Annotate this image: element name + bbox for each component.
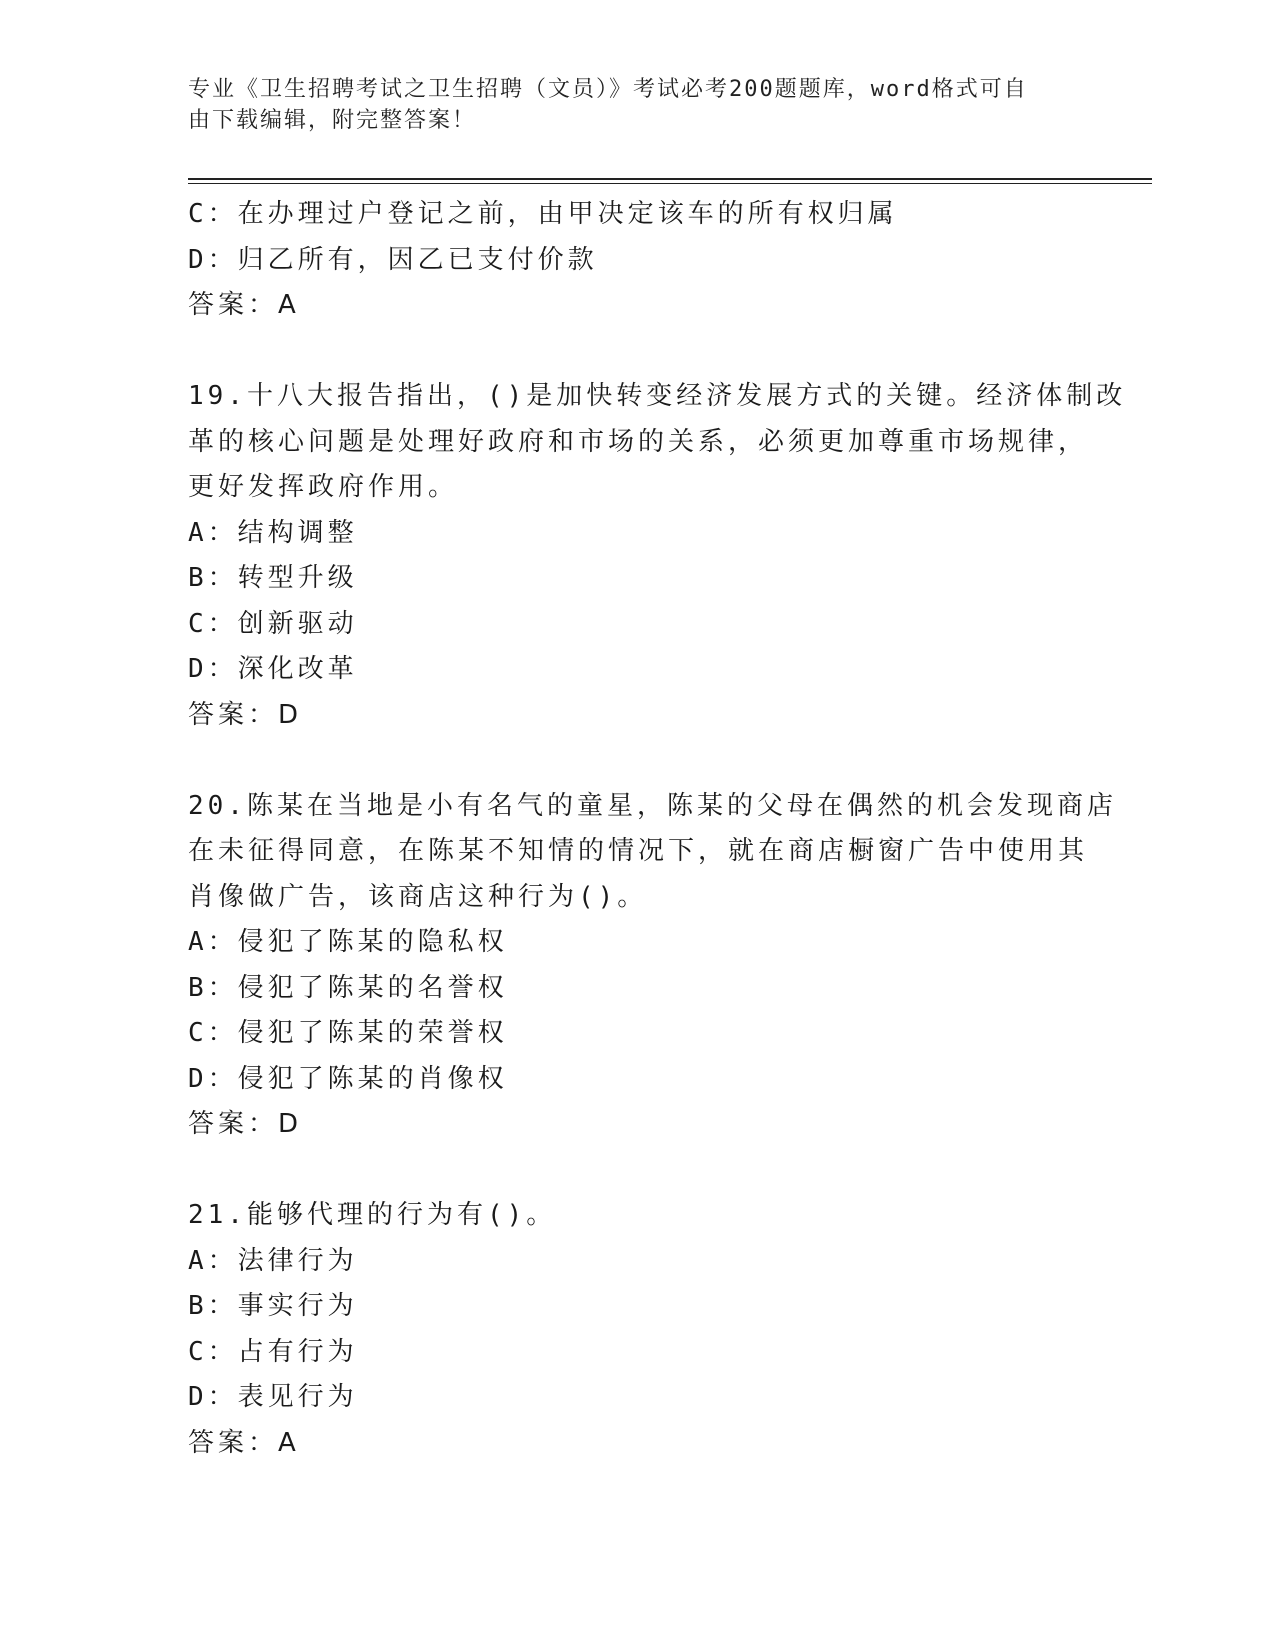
spacer bbox=[188, 738, 1088, 784]
header-line-1: 专业《卫生招聘考试之卫生招聘（文员）》考试必考200题题库，word格式可自 bbox=[188, 77, 1028, 102]
option-a: A：侵犯了陈某的隐私权 bbox=[188, 927, 508, 957]
answer-line: 答案：D bbox=[188, 1109, 303, 1139]
question-19 bbox=[188, 374, 1127, 738]
option-c: C：在办理过户登记之前，由甲决定该车的所有权归属 bbox=[188, 199, 898, 229]
question-21 bbox=[188, 1193, 1088, 1466]
option-b: B：侵犯了陈某的名誉权 bbox=[188, 972, 508, 1003]
option-d: D：侵犯了陈某的肖像权 bbox=[188, 1063, 508, 1094]
question-stem-line: 20.陈某在当地是小有名气的童星，陈某的父母在偶然的机会发现商店 bbox=[188, 790, 1117, 821]
header-divider-thin bbox=[188, 183, 1152, 184]
question-stem-line: 在未征得同意，在陈某不知情的情况下，就在商店橱窗广告中使用其 bbox=[188, 836, 1089, 866]
option-c: C：创新驱动 bbox=[188, 608, 358, 639]
spacer bbox=[188, 1148, 1088, 1194]
option-d: D：表见行为 bbox=[188, 1382, 358, 1412]
spacer bbox=[188, 329, 1088, 375]
document-header bbox=[188, 74, 1068, 136]
question-20 bbox=[188, 784, 1117, 1148]
question-stem-line: 19.十八大报告指出，()是加快转变经济发展方式的关键。经济体制改 bbox=[188, 381, 1127, 411]
option-b: B：转型升级 bbox=[188, 563, 358, 593]
option-c: C：侵犯了陈某的荣誉权 bbox=[188, 1018, 508, 1048]
question-list bbox=[188, 192, 1127, 1466]
option-d: D：归乙所有，因乙已支付价款 bbox=[188, 244, 598, 275]
header-divider-thick bbox=[188, 178, 1152, 180]
option-a: A：法律行为 bbox=[188, 1245, 358, 1276]
question-stem-line: 革的核心问题是处理好政府和市场的关系，必须更加尊重市场规律， bbox=[188, 426, 1089, 457]
question-stem-line: 21.能够代理的行为有()。 bbox=[188, 1200, 557, 1230]
question-stem-line: 肖像做广告，该商店这种行为()。 bbox=[188, 881, 648, 912]
answer-line: 答案：D bbox=[188, 699, 303, 730]
option-c: C：占有行为 bbox=[188, 1336, 358, 1367]
header-line-2: 由下载编辑，附完整答案！ bbox=[188, 108, 477, 133]
answer-line: 答案：A bbox=[188, 290, 300, 320]
question-stem-line: 更好发挥政府作用。 bbox=[188, 472, 459, 502]
answer-line: 答案：A bbox=[188, 1427, 300, 1458]
option-b: B：事实行为 bbox=[188, 1291, 358, 1321]
question-18-continued bbox=[188, 192, 1088, 329]
option-d: D：深化改革 bbox=[188, 654, 358, 684]
option-a: A：结构调整 bbox=[188, 517, 358, 548]
